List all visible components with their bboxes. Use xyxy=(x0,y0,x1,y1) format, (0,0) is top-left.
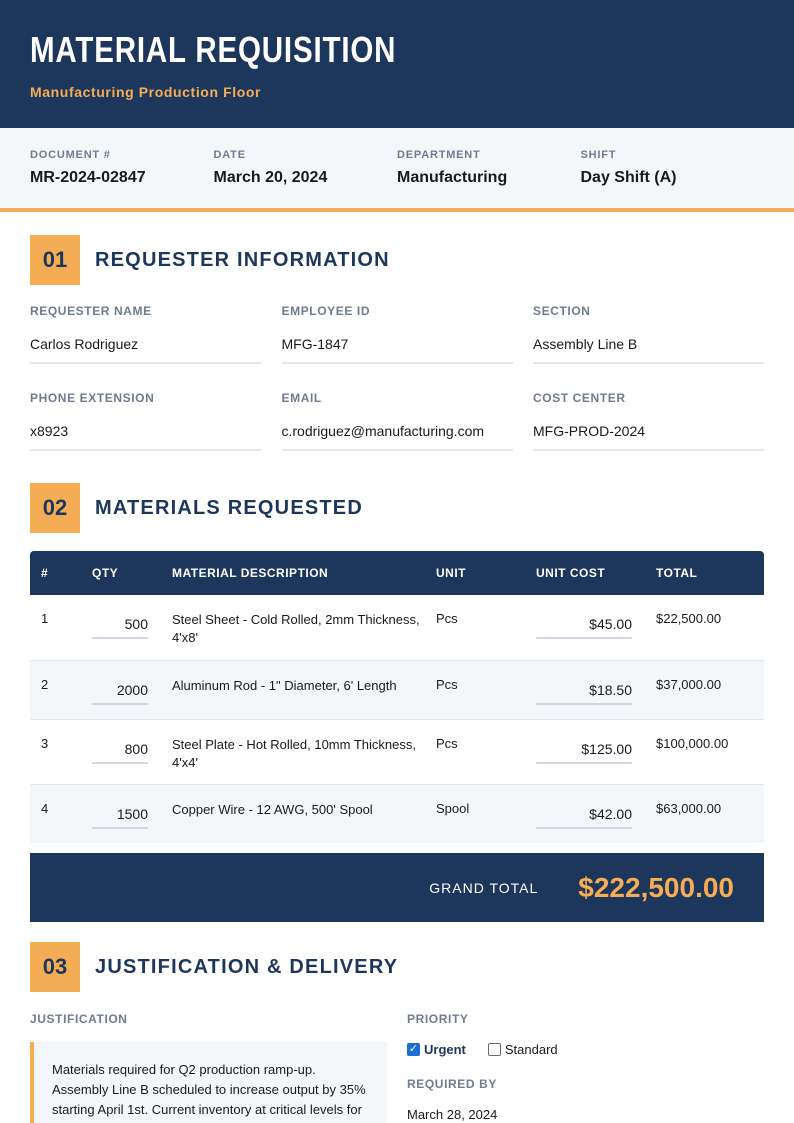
row-number: 1 xyxy=(41,611,49,626)
priority-options xyxy=(407,1042,558,1057)
field-label: EMPLOYEE ID xyxy=(281,304,371,318)
section-header-justification xyxy=(30,942,398,992)
qty-input[interactable]: 1500 xyxy=(92,785,148,829)
grand-total-value: $222,500.00 xyxy=(578,871,734,903)
unit-cost-cell xyxy=(536,661,656,719)
qty-cell xyxy=(92,785,172,843)
qty-cell xyxy=(92,720,172,784)
standard-checkbox[interactable] xyxy=(488,1043,501,1056)
meta-department xyxy=(397,149,581,208)
grand-total-label: GRAND TOTAL xyxy=(429,879,539,896)
field-email xyxy=(282,391,513,451)
field-employee-id xyxy=(282,304,513,364)
urgent-checkbox[interactable] xyxy=(407,1043,420,1056)
unit-cost-cell xyxy=(536,785,656,843)
field-cost-center xyxy=(533,391,764,451)
qty-input[interactable]: 500 xyxy=(92,595,148,639)
table-row xyxy=(30,595,764,661)
line-total: $100,000.00 xyxy=(656,736,729,751)
materials-table xyxy=(30,551,764,843)
unit-cost-cell xyxy=(536,595,656,660)
row-number: 3 xyxy=(41,736,49,751)
field-label: SECTION xyxy=(533,304,591,318)
unit: Spool xyxy=(436,801,470,816)
unit-cost-input[interactable]: $18.50 xyxy=(536,661,632,705)
justification-textarea[interactable]: Materials required for Q2 production ramp-up. Assembly Line B scheduled to increase output by 35% starting April 1st. Current inventory at critical levels for xyxy=(30,1042,387,1123)
required-by-input[interactable]: March 28, 2024 xyxy=(407,1107,498,1122)
field-requester-name xyxy=(30,304,261,364)
meta-label: DEPARTMENT xyxy=(397,149,481,161)
qty-cell xyxy=(92,595,172,660)
meta-label: SHIFT xyxy=(580,149,617,161)
section-input[interactable]: Assembly Line B xyxy=(533,336,764,364)
unit-cost-input[interactable]: $125.00 xyxy=(536,720,632,764)
document-meta-bar xyxy=(0,128,794,212)
qty-input[interactable]: 2000 xyxy=(92,661,148,705)
unit: Pcs xyxy=(436,736,458,751)
requester-name-input[interactable]: Carlos Rodriguez xyxy=(30,336,261,364)
material-description: Aluminum Rod - 1" Diameter, 6' Length xyxy=(172,678,397,693)
qty-input[interactable]: 800 xyxy=(92,720,148,764)
document-subtitle: Manufacturing Production Floor xyxy=(30,84,262,100)
unit-cost-cell xyxy=(536,720,656,784)
meta-value: March 20, 2024 xyxy=(213,169,328,186)
section-number-badge: 03 xyxy=(30,942,80,992)
cost-center-input[interactable]: MFG-PROD-2024 xyxy=(533,423,764,451)
unit: Pcs xyxy=(436,677,458,692)
employee-id-input[interactable]: MFG-1847 xyxy=(282,336,513,364)
grand-total-bar xyxy=(30,853,764,922)
line-total: $63,000.00 xyxy=(656,801,722,816)
field-phone-extension xyxy=(30,391,261,451)
section-header-requester xyxy=(30,235,390,285)
row-number: 2 xyxy=(41,677,49,692)
document-title: MATERIAL REQUISITION xyxy=(30,29,397,70)
table-row xyxy=(30,720,764,785)
meta-label: DATE xyxy=(213,149,246,161)
phone-extension-input[interactable]: x8923 xyxy=(30,423,261,451)
field-label: REQUESTER NAME xyxy=(30,304,152,318)
email-input[interactable]: c.rodriguez@manufacturing.com xyxy=(282,423,513,451)
meta-value: Manufacturing xyxy=(397,169,508,186)
meta-label: DOCUMENT # xyxy=(30,149,111,161)
material-description: Steel Sheet - Cold Rolled, 2mm Thickness, 4'x8' xyxy=(172,612,420,645)
requester-fields-row-1 xyxy=(30,304,764,364)
meta-value: Day Shift (A) xyxy=(580,169,677,186)
urgent-option-label[interactable]: Urgent xyxy=(424,1042,466,1057)
meta-document-number xyxy=(30,149,214,208)
column-header-description: MATERIAL DESCRIPTION xyxy=(172,566,329,580)
unit-cost-input[interactable]: $45.00 xyxy=(536,595,632,639)
column-header-qty: QTY xyxy=(92,566,119,580)
section-title: MATERIALS REQUESTED xyxy=(95,496,363,519)
field-label: PHONE EXTENSION xyxy=(30,391,155,405)
check-icon: ✓ xyxy=(408,1043,419,1055)
material-description: Copper Wire - 12 AWG, 500' Spool xyxy=(172,802,373,817)
unit: Pcs xyxy=(436,611,458,626)
meta-value: MR-2024-02847 xyxy=(30,169,146,186)
unit-cost-input[interactable]: $42.00 xyxy=(536,785,632,829)
required-by-label: REQUIRED BY xyxy=(407,1077,497,1091)
section-header-materials xyxy=(30,483,363,533)
column-header-total: TOTAL xyxy=(656,566,698,580)
table-header-row xyxy=(30,551,764,595)
table-row xyxy=(30,661,764,720)
row-number: 4 xyxy=(41,801,49,816)
field-label: COST CENTER xyxy=(533,391,626,405)
field-label: EMAIL xyxy=(281,391,322,405)
section-title: REQUESTER INFORMATION xyxy=(95,248,390,271)
line-total: $22,500.00 xyxy=(656,611,722,626)
line-total: $37,000.00 xyxy=(656,677,722,692)
material-description: Steel Plate - Hot Rolled, 10mm Thickness, 4'x4' xyxy=(172,737,416,770)
field-section xyxy=(533,304,764,364)
requester-fields-row-2 xyxy=(30,391,764,451)
meta-shift xyxy=(581,149,765,208)
qty-cell xyxy=(92,661,172,719)
priority-label: PRIORITY xyxy=(407,1012,469,1026)
section-title: JUSTIFICATION & DELIVERY xyxy=(95,955,399,978)
standard-option-label[interactable]: Standard xyxy=(504,1042,558,1057)
section-number-badge: 02 xyxy=(30,483,80,533)
table-row xyxy=(30,785,764,843)
column-header-unit: UNIT xyxy=(436,566,466,580)
justification-label: JUSTIFICATION xyxy=(30,1012,128,1026)
meta-date xyxy=(214,149,398,208)
section-number-badge: 01 xyxy=(30,235,80,285)
column-header-unit-cost: UNIT COST xyxy=(536,566,606,580)
document-header xyxy=(0,0,794,128)
column-header-number: # xyxy=(41,566,49,580)
